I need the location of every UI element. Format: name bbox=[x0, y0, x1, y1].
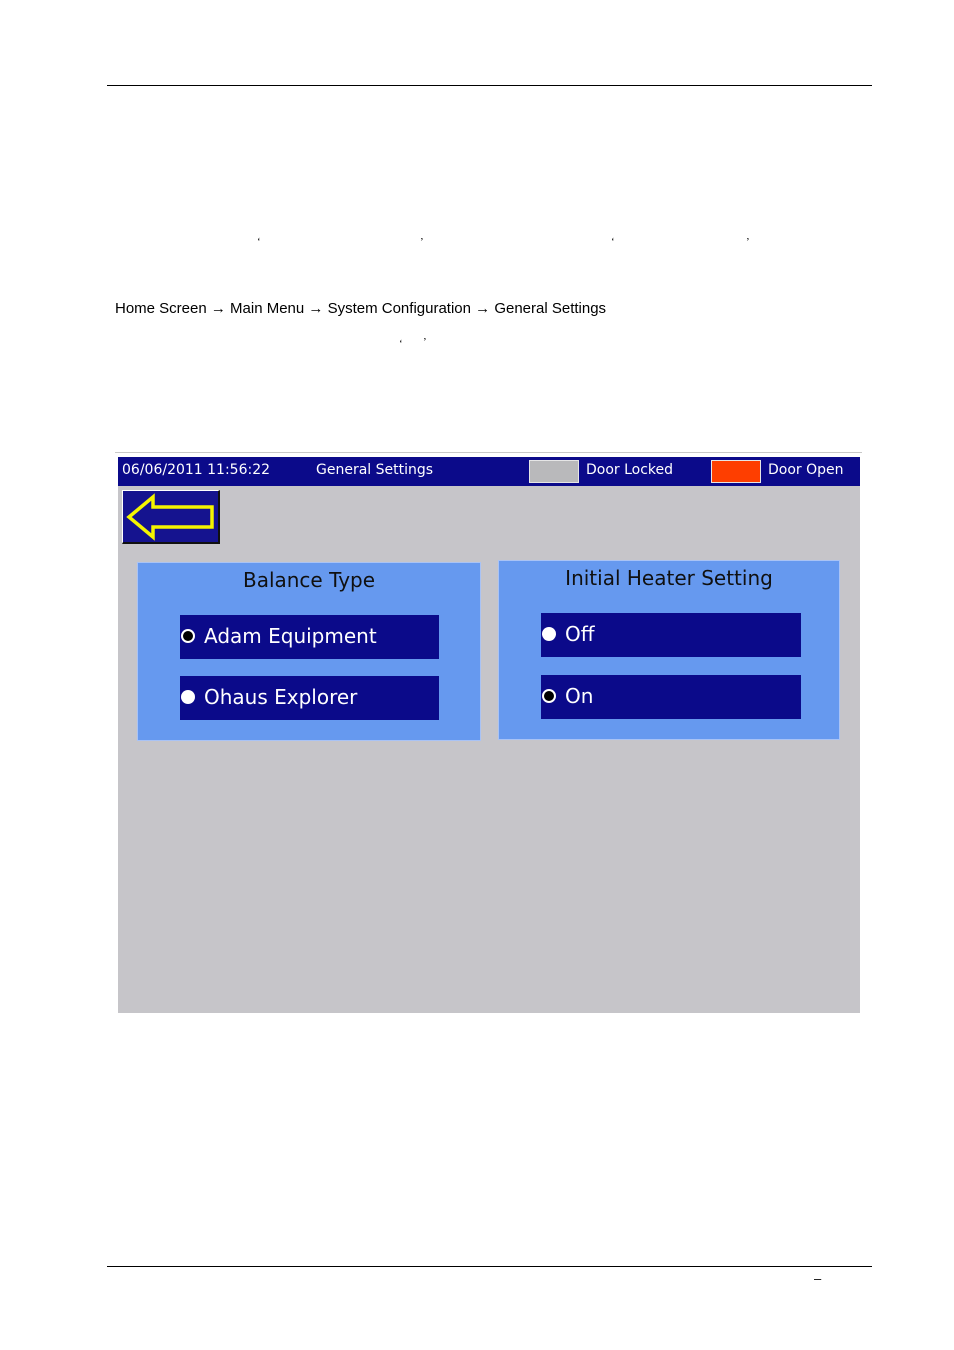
radio-selected-icon bbox=[181, 629, 195, 643]
quote-mark: ’ bbox=[746, 236, 750, 248]
page-number-dash: – bbox=[814, 1271, 822, 1286]
quote-mark: ‘ bbox=[399, 338, 403, 350]
footer-rule bbox=[107, 1266, 872, 1267]
quote-mark: ’ bbox=[423, 336, 427, 348]
status-bar bbox=[118, 457, 860, 486]
heater-setting-title: Initial Heater Setting bbox=[565, 566, 773, 590]
option-heater-off[interactable] bbox=[541, 613, 801, 657]
option-label: Ohaus Explorer bbox=[204, 685, 358, 709]
arrow-left-icon bbox=[123, 491, 219, 543]
option-adam-equipment[interactable] bbox=[180, 615, 439, 659]
quote-mark: ‘ bbox=[257, 236, 261, 248]
status-datetime: 06/06/2011 11:56:22 bbox=[122, 462, 271, 478]
radio-unselected-icon bbox=[181, 690, 195, 704]
balance-type-panel bbox=[137, 562, 481, 741]
navigation-path: Home Screen → Main Menu → System Configuration → General Settings bbox=[115, 300, 607, 317]
option-label: Adam Equipment bbox=[204, 624, 377, 648]
quote-mark: ‘ bbox=[611, 236, 615, 248]
screenshot-border bbox=[115, 452, 862, 453]
door-locked-label: Door Locked bbox=[586, 462, 674, 478]
initial-heater-setting-panel bbox=[498, 560, 840, 740]
door-open-indicator bbox=[711, 460, 761, 483]
screen-title: General Settings bbox=[316, 462, 434, 478]
balance-type-title: Balance Type bbox=[242, 568, 376, 592]
radio-unselected-icon bbox=[542, 627, 556, 641]
door-open-label: Door Open bbox=[768, 462, 844, 478]
option-heater-on[interactable] bbox=[541, 675, 801, 719]
door-locked-indicator bbox=[529, 460, 579, 483]
option-label: On bbox=[565, 684, 594, 708]
quote-mark: ’ bbox=[420, 236, 424, 248]
general-settings-screen bbox=[118, 457, 860, 1013]
option-ohaus-explorer[interactable] bbox=[180, 676, 439, 720]
option-label: Off bbox=[565, 622, 595, 646]
header-rule bbox=[107, 85, 872, 86]
radio-selected-icon bbox=[542, 689, 556, 703]
back-button[interactable] bbox=[122, 490, 220, 544]
